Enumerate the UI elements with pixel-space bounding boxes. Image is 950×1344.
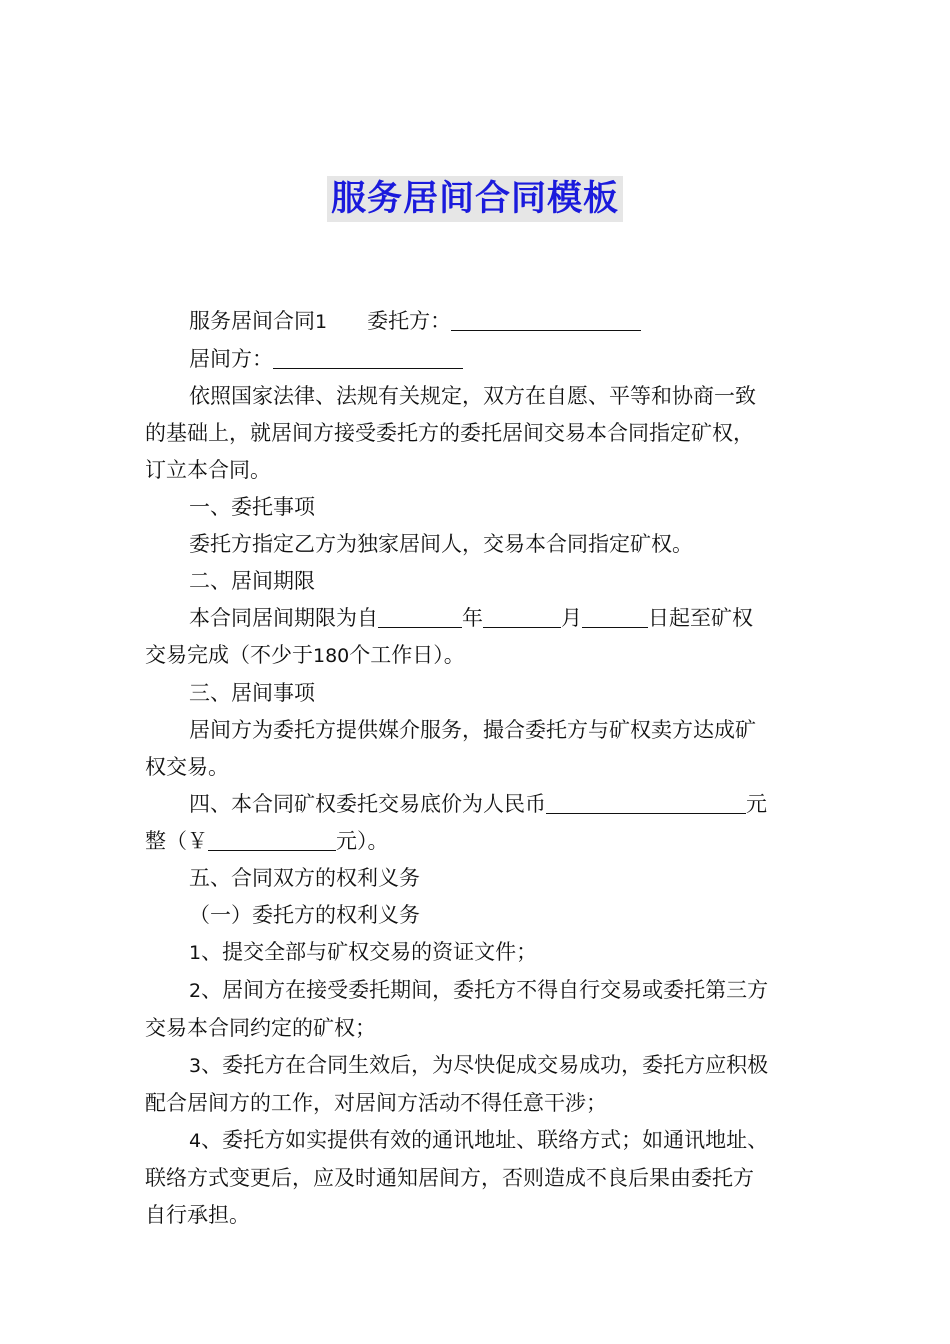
day-blank: [582, 605, 648, 628]
item-4-number: 4: [189, 1130, 202, 1152]
item-1-line-1: [145, 934, 810, 972]
agent-label: 居间方：: [189, 347, 273, 371]
section-3-line-1: 居间方为委托方提供媒介服务，撮合委托方与矿权卖方达成矿: [189, 718, 756, 742]
section-2-heading: 二、居间期限: [189, 569, 315, 593]
item-1-text: 、提交全部与矿权交易的资证文件；: [201, 940, 538, 964]
contract-number: 1: [315, 311, 328, 333]
title-container: [0, 176, 950, 222]
item-2-number: 2: [189, 980, 202, 1002]
item-4-text: 、委托方如实提供有效的通讯地址、联络方式；如通讯地址、: [201, 1128, 769, 1152]
section-1-heading: 一、委托事项: [189, 495, 315, 519]
price-cny-label: 整（￥: [145, 829, 208, 853]
section-2-line-1: [145, 600, 810, 637]
term-days: 180: [313, 645, 350, 667]
item-2-text: 、居间方在接受委托期间，委托方不得自行交易或委托第三方: [201, 978, 769, 1002]
item-4-line-3: 自行承担。: [145, 1203, 250, 1227]
agent-blank: [273, 346, 463, 369]
term-text-a: 交易完成（不少于: [145, 643, 313, 667]
agent-line: [145, 341, 810, 378]
document-title: 服务居间合同模板: [327, 176, 623, 222]
client-label: 委托方：: [367, 309, 452, 333]
item-3-line-1: [145, 1047, 810, 1085]
day-label: 日起至矿权: [648, 606, 753, 630]
section-4-line-1: [145, 786, 810, 823]
year-blank: [378, 605, 462, 628]
month-blank: [483, 605, 561, 628]
item-2-line-2: 交易本合同约定的矿权；: [145, 1016, 376, 1040]
header-line: [145, 303, 810, 341]
section-5-subheading: （一）委托方的权利义务: [189, 903, 420, 927]
document-body: [145, 303, 810, 1234]
contract-number-label: 服务居间合同: [189, 309, 315, 333]
section-4-line-2: [145, 823, 810, 860]
item-1-number: 1: [189, 942, 202, 964]
year-label: 年: [462, 606, 483, 630]
item-2-line-1: [145, 972, 810, 1010]
price-cny-unit: 元）。: [336, 829, 389, 853]
section-3-heading: 三、居间事项: [189, 681, 315, 705]
term-from-label: 本合同居间期限为自: [189, 606, 378, 630]
month-label: 月: [561, 606, 582, 630]
item-3-number: 3: [189, 1055, 202, 1077]
item-3-line-2: 配合居间方的工作，对居间方活动不得任意干涉；: [145, 1091, 607, 1115]
intro-line-1: 依照国家法律、法规有关规定，双方在自愿、平等和协商一致: [189, 384, 756, 408]
item-4-line-1: [145, 1122, 810, 1160]
price-cny-blank: [208, 828, 336, 851]
item-4-line-2: 联络方式变更后，应及时通知居间方，否则造成不良后果由委托方: [145, 1166, 754, 1190]
intro-line-2: 的基础上，就居间方接受委托方的委托居间交易本合同指定矿权，: [145, 421, 754, 445]
price-label: 四、本合同矿权委托交易底价为人民币: [189, 792, 546, 816]
section-1-text: 委托方指定乙方为独家居间人，交易本合同指定矿权。: [189, 532, 693, 556]
price-unit: 元: [746, 792, 767, 816]
section-3-line-2: 权交易。: [145, 755, 229, 779]
section-5-heading: 五、合同双方的权利义务: [189, 866, 420, 890]
section-2-line-2: [145, 637, 810, 675]
price-blank: [546, 791, 746, 814]
client-blank: [451, 308, 641, 331]
item-3-text: 、委托方在合同生效后，为尽快促成交易成功，委托方应积极: [201, 1053, 769, 1077]
intro-line-3: 订立本合同。: [145, 458, 271, 482]
term-text-b: 个工作日）。: [349, 643, 465, 667]
